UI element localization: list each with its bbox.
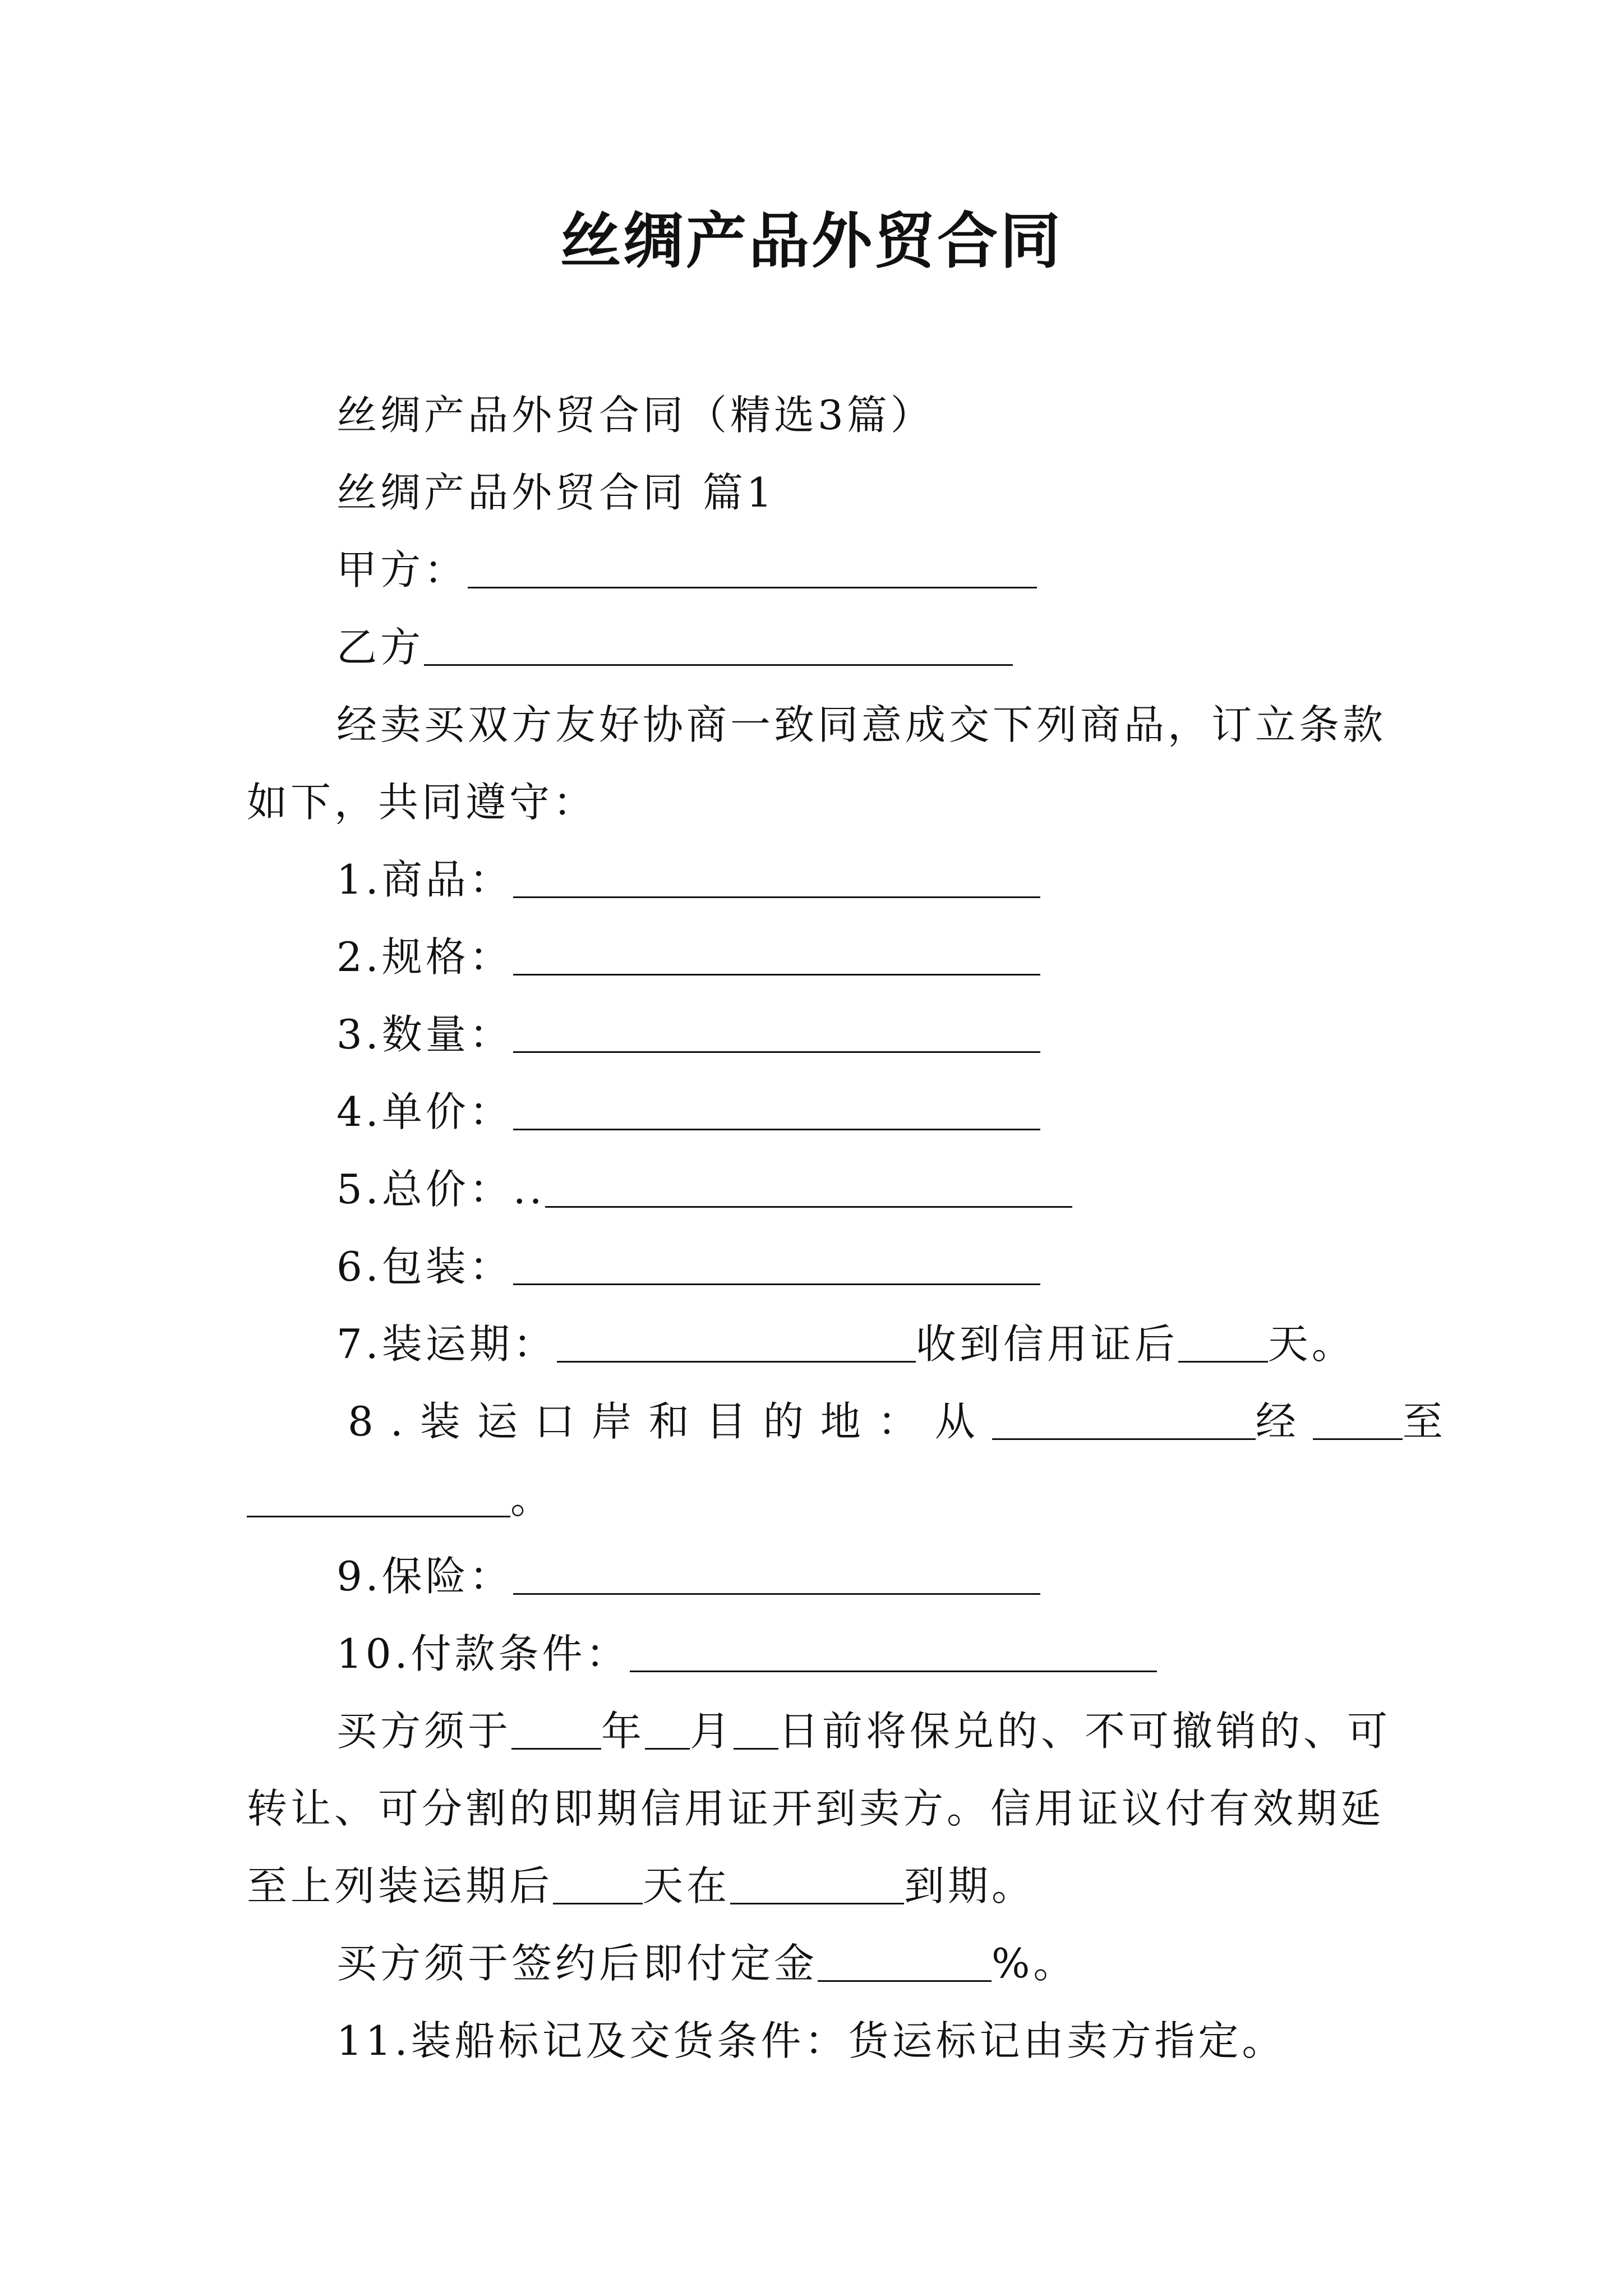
payment-month-blank (645, 1712, 690, 1750)
item-payment-label: 10.付款条件： (336, 1630, 630, 1677)
payment-text-3a: 至上列装运期后 (247, 1862, 554, 1910)
item-quantity (336, 1006, 1040, 1062)
deposit-line (336, 1935, 1077, 1991)
payment-text-month: 月 (690, 1708, 734, 1755)
item-total-price-blank (545, 1170, 1072, 1208)
payment-line-1 (336, 1703, 1391, 1759)
payment-text-1a: 买方须于 (336, 1708, 512, 1755)
item-insurance-blank (513, 1557, 1040, 1595)
subtitle: 丝绸产品外贸合同（精选3篇） (336, 392, 934, 439)
payment-text-3c: 到期。 (904, 1862, 1036, 1910)
deposit-percent: %。 (992, 1940, 1077, 1987)
item-shipment-end: 天。 (1267, 1320, 1355, 1368)
item-spec-label: 2.规格： (336, 933, 513, 981)
item-shipment-label: 7.装运期： (336, 1320, 557, 1368)
item-unit-price-label: 4.单价： (336, 1088, 513, 1135)
item-ports-via-blank (1313, 1402, 1403, 1440)
item-insurance-label: 9.保险： (336, 1553, 513, 1600)
document-title: 丝绸产品外贸合同 (560, 206, 1063, 277)
item-spec-blank (513, 938, 1040, 976)
party-a-line (336, 542, 1037, 598)
item-ports-to: 至 (1402, 1398, 1460, 1445)
deposit-text: 买方须于签约后即付定金 (336, 1940, 818, 1987)
item-shipment-text: 收到信用证后 (915, 1320, 1178, 1368)
item-unit-price (336, 1084, 1040, 1140)
payment-text-3b: 天在 (643, 1862, 731, 1910)
payment-text-year: 年 (601, 1708, 645, 1755)
deposit-blank (818, 1944, 992, 1982)
payment-place-blank (730, 1867, 904, 1904)
item-ports-cont (247, 1471, 554, 1527)
item-goods-blank (513, 861, 1040, 898)
item-goods-label: 1.商品： (336, 856, 513, 903)
item-shipment (336, 1316, 1355, 1372)
item-ports-label: 8.装运口岸和目的地：从 (348, 1398, 992, 1445)
item-payment (336, 1626, 1157, 1682)
item-marks: 11.装船标记及交货条件：货运标记由卖方指定。 (336, 2017, 1286, 2064)
item-ports-from-blank (992, 1402, 1256, 1440)
party-b-blank (424, 628, 1013, 666)
party-a-blank (468, 551, 1037, 588)
party-b-label: 乙方 (336, 624, 425, 671)
payment-line-3 (247, 1858, 1035, 1914)
item-total-price-label: 5.总价：.. (336, 1166, 546, 1213)
intro-line-1: 经卖买双方友好协商一致同意成交下列商品，订立条款 (336, 701, 1387, 748)
item-shipment-blank (557, 1325, 916, 1363)
item-ports (348, 1393, 1460, 1450)
payment-day-blank (734, 1712, 778, 1750)
payment-days-blank (553, 1867, 643, 1904)
item-insurance (336, 1548, 1040, 1604)
payment-year-blank (511, 1712, 601, 1750)
item-ports-end: 。 (510, 1475, 555, 1522)
payment-text-1d: 日前将保兑的、不可撤销的、可 (778, 1708, 1391, 1755)
item-quantity-blank (513, 1015, 1040, 1053)
item-spec (336, 929, 1040, 985)
item-quantity-label: 3.数量： (336, 1011, 513, 1058)
item-packing (336, 1239, 1040, 1295)
item-goods (336, 852, 1040, 908)
section-heading: 丝绸产品外贸合同 篇1 (336, 469, 776, 516)
payment-line-2: 转让、可分割的即期信用证开到卖方。信用证议付有效期延 (247, 1785, 1385, 1832)
item-packing-label: 6.包装： (336, 1243, 513, 1290)
party-b-line (336, 619, 1013, 675)
item-payment-blank (630, 1635, 1157, 1672)
item-ports-via: 经 (1255, 1398, 1313, 1445)
item-shipment-days-blank (1178, 1325, 1268, 1363)
party-a-label: 甲方： (336, 546, 468, 593)
item-ports-to-blank (247, 1480, 510, 1517)
item-total-price (336, 1161, 1072, 1217)
item-packing-blank (513, 1248, 1040, 1285)
intro-line-2: 如下，共同遵守： (247, 779, 597, 826)
item-unit-price-blank (513, 1093, 1040, 1130)
